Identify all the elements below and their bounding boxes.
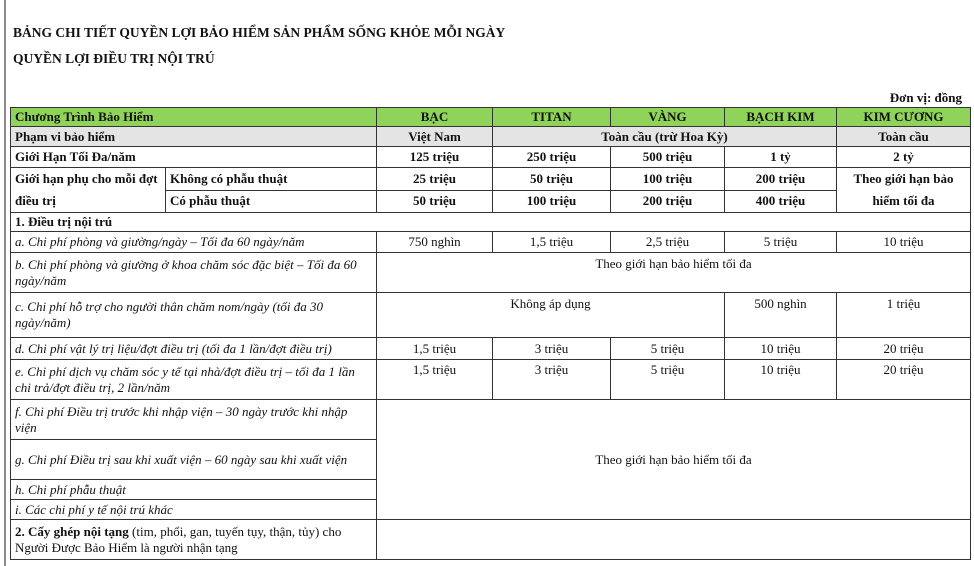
cell: 3 triệu [493,360,611,400]
document-title: BẢNG CHI TIẾT QUYỀN LỢI BẢO HIỂM SẢN PHẨM SỐNG KHỎE MỖI NGÀY [13,25,506,40]
plan-bach-kim: BẠCH KIM [725,108,837,127]
row-label [11,520,377,560]
cell: 1 triệu [837,293,971,338]
cell: 200 triệu [611,190,725,213]
cell: 10 triệu [725,338,837,360]
section-heading: 1. Điều trị nội trú [11,213,971,232]
cell: 5 triệu [611,338,725,360]
row-label: f. Chi phí Điều trị trước khi nhập viện – 30 ngày trước khi nhập viện [11,400,377,440]
row-label: Giới hạn phụ cho mỗi đợt điều trị [11,168,166,213]
cell: 1,5 triệu [377,360,493,400]
row-label: h. Chi phí phẫu thuật [11,480,377,500]
cell [377,520,971,560]
table-row-e [11,360,971,400]
cell: 750 nghìn [377,232,493,253]
cell: 10 triệu [837,232,971,253]
table-row-c [11,293,971,338]
cell: 10 triệu [725,360,837,400]
cell: 5 triệu [725,232,837,253]
table-row-d [11,338,971,360]
plan-bac: BẠC [377,108,493,127]
row-label: c. Chi phí hỗ trợ cho người thân chăm nom/ngày (tối đa 30 ngày/năm) [11,293,377,338]
cell: 250 triệu [493,147,611,168]
row-label: d. Chi phí vật lý trị liệu/đợt điều trị (tối đa 1 lần/đợt điều trị) [11,338,377,360]
table-row-a [11,232,971,253]
cell: 5 triệu [611,360,725,400]
row-label: Giới Hạn Tối Đa/năm [11,147,377,168]
cell: 125 triệu [377,147,493,168]
row-label: b. Chi phí phòng và giường ở khoa chăm sóc đặc biệt – Tối đa 60 ngày/năm [11,253,377,293]
benefits-table [10,107,971,560]
table-row-b [11,253,971,293]
page-edge [4,0,6,566]
cell: Toàn cầu (trừ Hoa Kỳ) [493,127,837,147]
cell: Không áp dụng [377,293,725,338]
row-label: i. Các chi phí y tế nội trú khác [11,500,377,520]
table-row-max-limit [11,147,971,168]
cell: 20 triệu [837,360,971,400]
document-subtitle: QUYỀN LỢI ĐIỀU TRỊ NỘI TRÚ [13,51,215,66]
unit-label: Đơn vị: đồng [889,90,962,105]
cell: 400 triệu [725,190,837,213]
table-row-organ-transplant [11,520,971,560]
plan-titan: TITAN [493,108,611,127]
cell: 50 triệu [377,190,493,213]
header-label: Chương Trình Bảo Hiểm [11,108,377,127]
row-label: Phạm vi bảo hiểm [11,127,377,147]
section-heading: 2. Cấy ghép nội tạng [15,523,129,539]
cell: Theo giới hạn bảo hiểm tối đa [377,400,971,520]
plan-vang: VÀNG [611,108,725,127]
cell: Theo giới hạn bảo hiểm tối đa [837,168,971,213]
cell: 2 tỷ [837,147,971,168]
cell: Toàn cầu [837,127,971,147]
row-label-detail: (tim, phổi, gan, tuyến tụy, thận, tủy) cho Người Được Bảo Hiểm là người nhận tạng [15,523,342,555]
table-header-row [11,108,971,127]
cell: 1,5 triệu [493,232,611,253]
section-row-1 [11,213,971,232]
cell: 20 triệu [837,338,971,360]
table-row-f [11,400,971,440]
row-sublabel: Có phẫu thuật [166,190,377,213]
table-row-scope [11,127,971,147]
cell: 3 triệu [493,338,611,360]
cell: 50 triệu [493,168,611,191]
cell: 100 triệu [493,190,611,213]
cell: 1 tỷ [725,147,837,168]
plan-kim-cuong: KIM CƯƠNG [837,108,971,127]
cell: 500 nghìn [725,293,837,338]
table-row-no-surgery [11,168,971,191]
cell: 1,5 triệu [377,338,493,360]
row-sublabel: Không có phẫu thuật [166,168,377,191]
row-label: g. Chi phí Điều trị sau khi xuất viện – 60 ngày sau khi xuất viện [11,440,377,480]
cell: Theo giới hạn bảo hiểm tối đa [377,253,971,293]
cell: 2,5 triệu [611,232,725,253]
cell: 500 triệu [611,147,725,168]
cell: Việt Nam [377,127,493,147]
row-label: a. Chi phí phòng và giường/ngày – Tối đa 60 ngày/năm [11,232,377,253]
cell: 25 triệu [377,168,493,191]
cell: 100 triệu [611,168,725,191]
cell: 200 triệu [725,168,837,191]
row-label: e. Chi phí dịch vụ chăm sóc y tế tại nhà/đợt điều trị – tối đa 1 lần chi trả/đợt điều trị, 2 lần/năm [11,360,377,400]
